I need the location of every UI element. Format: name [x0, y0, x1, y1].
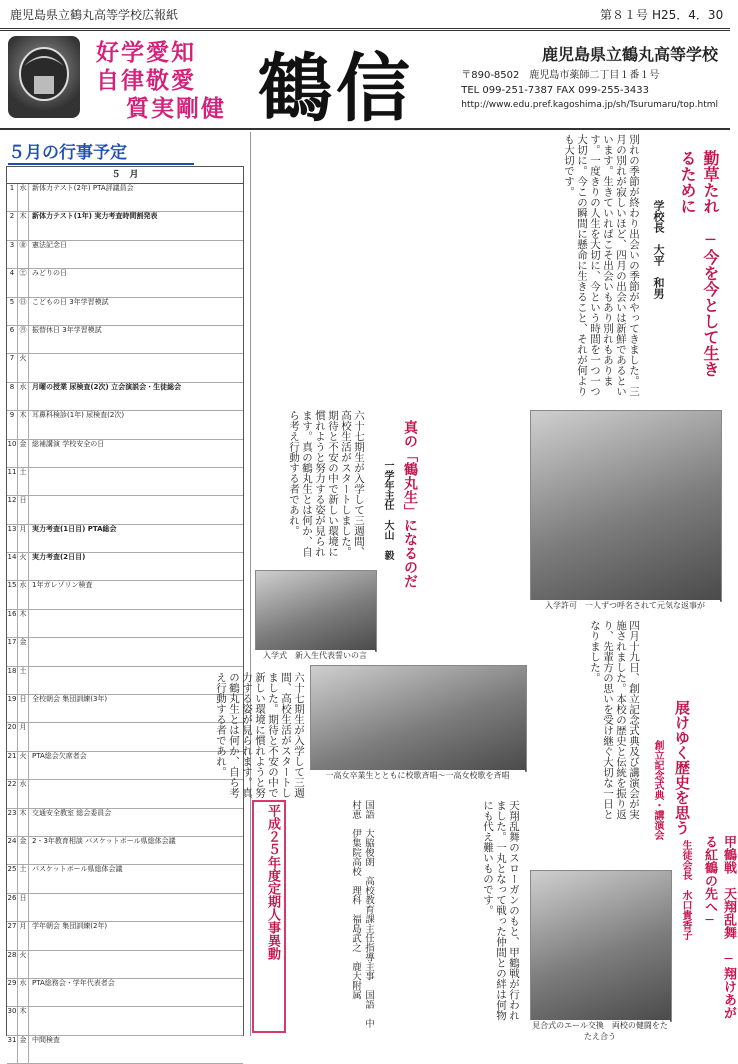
- article-1-body: 別れの季節が終わり出会いの季節がやってきました。三月の別れが寂しいほど、四月の出会いは新鮮であるといいます。生きていればこそ出会いもあり別れもあります。一度きりの人生を大切に、今という時間を一つ一つ大切に。今この瞬間に懸命に生きること、それが何よりも大切です。: [563, 134, 640, 397]
- article-4-body: 天翔乱舞のスローガンのもと、甲鶴戦が行われました。一丸となって戦った仲間との絆は何物にも代え難いものです。: [482, 800, 520, 1021]
- motto-line-3: 質実剛健: [126, 95, 226, 122]
- column-divider: [250, 132, 251, 1036]
- article-2-author: 一学年主任 大山 毅: [382, 460, 393, 560]
- paper-name: 鹿児島県立鶴丸高等学校広報紙: [10, 8, 179, 22]
- schedule-weekday: 金: [18, 638, 29, 665]
- cheer-photo: [530, 870, 672, 1022]
- schedule-day: 7: [7, 354, 18, 381]
- website-link[interactable]: http://www.edu.pref.kagoshima.jp/sh/Tsurumaru/top.html: [461, 100, 718, 110]
- schedule-row: [7, 184, 243, 212]
- schedule-day: 14: [7, 553, 18, 580]
- schedule-event: 月曜の授業 尿検査(2次) 立会演説会・生徒総会: [32, 382, 182, 391]
- article-3-title: 展けゆく歴史を思う: [673, 700, 691, 835]
- schedule-weekday: 金: [18, 440, 29, 467]
- motto-line-2: 自律敬愛: [96, 67, 196, 94]
- schedule-weekday: 火: [18, 951, 29, 978]
- schedule-weekday: 木: [18, 1007, 29, 1034]
- schedule-row: [7, 610, 243, 638]
- schedule-event: みどりの日: [32, 269, 67, 278]
- schedule-day: 1: [7, 184, 18, 211]
- schedule-event: 1年ガレゾリン検査: [32, 581, 93, 590]
- schedule-event: 新体力テスト(2年) PTA評議員会: [32, 184, 134, 192]
- school-address-block: [461, 68, 718, 113]
- schedule-row: [7, 525, 243, 553]
- schedule-table: [6, 166, 244, 1044]
- ceremony-photo: [310, 665, 527, 772]
- schedule-row: [7, 411, 243, 439]
- schedule-weekday: 水: [18, 979, 29, 1006]
- schedule-event: 振替休日 3年学習模試: [32, 325, 102, 334]
- schedule-weekday: 木: [18, 212, 29, 239]
- schedule-row: [7, 553, 243, 581]
- schedule-row: [7, 241, 243, 269]
- schedule-weekday: 水: [18, 780, 29, 807]
- schedule-weekday: 水: [18, 184, 29, 211]
- schedule-day: 27: [7, 922, 18, 949]
- article-2-body: 六十七期生が入学して三週間、高校生活がスタートしました。期待と不安の中で新しい環境に慣れようと努力する姿が見られます。真の鶴丸生とは何か、自ら考え行動する者であれ。: [288, 410, 365, 557]
- schedule-row: [7, 723, 243, 751]
- schedule-day: 10: [7, 440, 18, 467]
- schedule-row: [7, 752, 243, 780]
- schedule-month-header: ５ 月: [7, 167, 243, 184]
- issue-number: 第８１号: [600, 8, 649, 22]
- schedule-weekday: ㊏: [18, 269, 29, 296]
- article-2-title: 真の「鶴丸生」になるのだ: [402, 420, 418, 588]
- schedule-row: [7, 468, 243, 496]
- schedule-day: 29: [7, 979, 18, 1006]
- schedule-day: 15: [7, 581, 18, 608]
- schedule-row: [7, 581, 243, 609]
- schedule-event: 全校朝会 集団訓練(3年): [32, 695, 108, 704]
- schedule-weekday: 土: [18, 865, 29, 892]
- schedule-event: PTA総務会・学年代表者会: [32, 978, 115, 987]
- entrance-ceremony-photo: [255, 570, 377, 652]
- schedule-event: 実力考査(1日目) PTA総会: [32, 524, 117, 533]
- masthead-title: 鶴信: [258, 46, 414, 132]
- article-3-body: 四月十九日、創立記念式典及び講演会が実施されました。本校の歴史と伝統を振り返り、先輩方の思いを受け継ぐ大切な一日となりました。: [589, 620, 640, 820]
- schedule-day: 4: [7, 269, 18, 296]
- schedule-weekday: 木: [18, 610, 29, 637]
- schedule-day: 22: [7, 780, 18, 807]
- article-5-body: 国語 大脇俊朗 高校教育課主任指導主事 国語 中村恵 伊集院高校 理科 福島武之 鹿大附属: [350, 800, 374, 1028]
- schedule-weekday: 火: [18, 752, 29, 779]
- photo-1-caption: 入学式 新入生代表誓いの言: [255, 650, 375, 661]
- schedule-day: 12: [7, 496, 18, 523]
- schedule-event: [29, 468, 243, 495]
- schedule-weekday: 日: [18, 496, 29, 523]
- schedule-weekday: ㊊: [18, 326, 29, 353]
- schedule-row: [7, 979, 243, 1007]
- schedule-event: [29, 723, 243, 750]
- schedule-row: [7, 837, 243, 865]
- schedule-day: 8: [7, 383, 18, 410]
- schedule-weekday: 月: [18, 723, 29, 750]
- schedule-day: 5: [7, 298, 18, 325]
- schedule-event: 2・3年教育相談 バスケットボール県総体会議: [32, 836, 176, 845]
- schedule-weekday: 水: [18, 383, 29, 410]
- schedule-row: [7, 298, 243, 326]
- schedule-day: 24: [7, 837, 18, 864]
- schedule-day: 18: [7, 667, 18, 694]
- schedule-row: [7, 440, 243, 468]
- schedule-day: 25: [7, 865, 18, 892]
- schedule-row: [7, 638, 243, 666]
- schedule-day: 30: [7, 1007, 18, 1034]
- schedule-day: 31: [7, 1036, 18, 1063]
- schedule-day: 6: [7, 326, 18, 353]
- schedule-row: [7, 667, 243, 695]
- schedule-row: [7, 922, 243, 950]
- schedule-event: 交通安全教室 総会委員会: [32, 808, 112, 817]
- schedule-row: [7, 212, 243, 240]
- schedule-day: 19: [7, 695, 18, 722]
- schedule-event: 憲法記念日: [32, 240, 67, 249]
- schedule-weekday: 月: [18, 922, 29, 949]
- schedule-event: 中間検査: [32, 1035, 60, 1044]
- schedule-event: 新体力テスト(1年) 実力考査時間割発表: [32, 212, 158, 221]
- article-5-title: 平成２５年度定期人事異動: [252, 800, 286, 1033]
- schedule-weekday: 木: [18, 411, 29, 438]
- schedule-weekday: ㊎: [18, 241, 29, 268]
- schedule-row: [7, 695, 243, 723]
- schedule-day: 28: [7, 951, 18, 978]
- schedule-event: [29, 667, 243, 694]
- schedule-weekday: 日: [18, 695, 29, 722]
- schedule-row: [7, 1007, 243, 1035]
- schedule-row: [7, 326, 243, 354]
- schedule-day: 26: [7, 894, 18, 921]
- schedule-row: [7, 894, 243, 922]
- article-4-author: 生徒会長 水口貴香子: [680, 840, 691, 940]
- schedule-event: バスケットボール県総体会議: [32, 865, 123, 874]
- schedule-day: 16: [7, 610, 18, 637]
- schedule-event: [29, 894, 243, 921]
- schedule-row: [7, 354, 243, 382]
- schedule-row: [7, 809, 243, 837]
- schedule-weekday: 火: [18, 553, 29, 580]
- schedule-row: [7, 269, 243, 297]
- article-1-author: 学校長 大平 和男: [652, 200, 665, 299]
- schedule-weekday: 金: [18, 1036, 29, 1063]
- schedule-row: [7, 951, 243, 979]
- schedule-event: [29, 638, 243, 665]
- schedule-row: [7, 1036, 243, 1064]
- schedule-day: 17: [7, 638, 18, 665]
- schedule-event: [29, 780, 243, 807]
- motto-line-1: 好学愛知: [96, 39, 196, 66]
- school-name: 鹿児島県立鶴丸高等学校: [541, 45, 718, 64]
- schedule-weekday: 日: [18, 894, 29, 921]
- article-3-continued: 六十七期生が入学して三週間、高校生活がスタートしました。期待と不安の中で新しい環境に慣れようと努力する姿が見られます。真の鶴丸生とは何か、自ら考え行動する者であれ。: [215, 672, 305, 798]
- photo-4-caption: 見合式のエール交換 両校の健闘をたたえ合う: [530, 1020, 670, 1042]
- schedule-event: 実力考査(2日目): [32, 553, 86, 562]
- school-crest-image: [8, 36, 80, 118]
- schedule-weekday: 土: [18, 667, 29, 694]
- schedule-event: [29, 354, 243, 381]
- article-1-title: 勤草たれ ─今を今として生きるために: [678, 150, 720, 377]
- schedule-event: 総補講演 学校安全の日: [32, 439, 105, 448]
- schedule-weekday: 土: [18, 468, 29, 495]
- schedule-title: ５月の行事予定: [8, 138, 194, 165]
- schedule-event: こどもの日 3年学習模試: [32, 297, 109, 306]
- schedule-event: PTA総会欠席者会: [32, 751, 87, 760]
- schedule-day: 9: [7, 411, 18, 438]
- schedule-row: [7, 496, 243, 524]
- schedule-rows: [7, 184, 243, 1064]
- crest-icon: [8, 36, 80, 118]
- schedule-day: 2: [7, 212, 18, 239]
- schedule-weekday: 火: [18, 354, 29, 381]
- students-photo: [530, 410, 722, 602]
- schedule-weekday: 月: [18, 525, 29, 552]
- schedule-day: 11: [7, 468, 18, 495]
- schedule-day: 3: [7, 241, 18, 268]
- article-4-title: 甲鶴戦 天翔乱舞 ─翔けあがる紅鶴の先へ─: [702, 835, 736, 1019]
- schedule-day: 23: [7, 809, 18, 836]
- photo-2-caption: 入学許可 一人ずつ呼名されて元気な返事が: [530, 600, 720, 611]
- schedule-weekday: 金: [18, 837, 29, 864]
- schedule-row: [7, 865, 243, 893]
- address-line: 〒890-8502 鹿児島市薬師二丁目１番１号: [461, 70, 660, 81]
- article-3-subtitle: 創立記念式典・講演会: [652, 740, 663, 840]
- schedule-row: [7, 383, 243, 411]
- schedule-row: [7, 780, 243, 808]
- top-bar: [0, 0, 730, 31]
- schedule-weekday: 木: [18, 809, 29, 836]
- schedule-event: [29, 610, 243, 637]
- schedule-event: [29, 496, 243, 523]
- schedule-event: [29, 1007, 243, 1034]
- issue-date: H25．4．30: [652, 8, 724, 22]
- schedule-day: 13: [7, 525, 18, 552]
- schedule-event: 学年朝会 集団訓練(2年): [32, 922, 108, 931]
- photo-3-caption: 一高女卒業生とともに校歌斉唱〜一高女校歌を斉唱: [310, 770, 525, 781]
- phone-line: TEL 099-251-7387 FAX 099-255-3433: [461, 85, 649, 96]
- schedule-event: 耳鼻科検診(1年) 尿検査(2次): [32, 411, 125, 420]
- schedule-weekday: 水: [18, 581, 29, 608]
- schedule-event: [29, 951, 243, 978]
- schedule-day: 21: [7, 752, 18, 779]
- schedule-day: 20: [7, 723, 18, 750]
- schedule-weekday: ㊐: [18, 298, 29, 325]
